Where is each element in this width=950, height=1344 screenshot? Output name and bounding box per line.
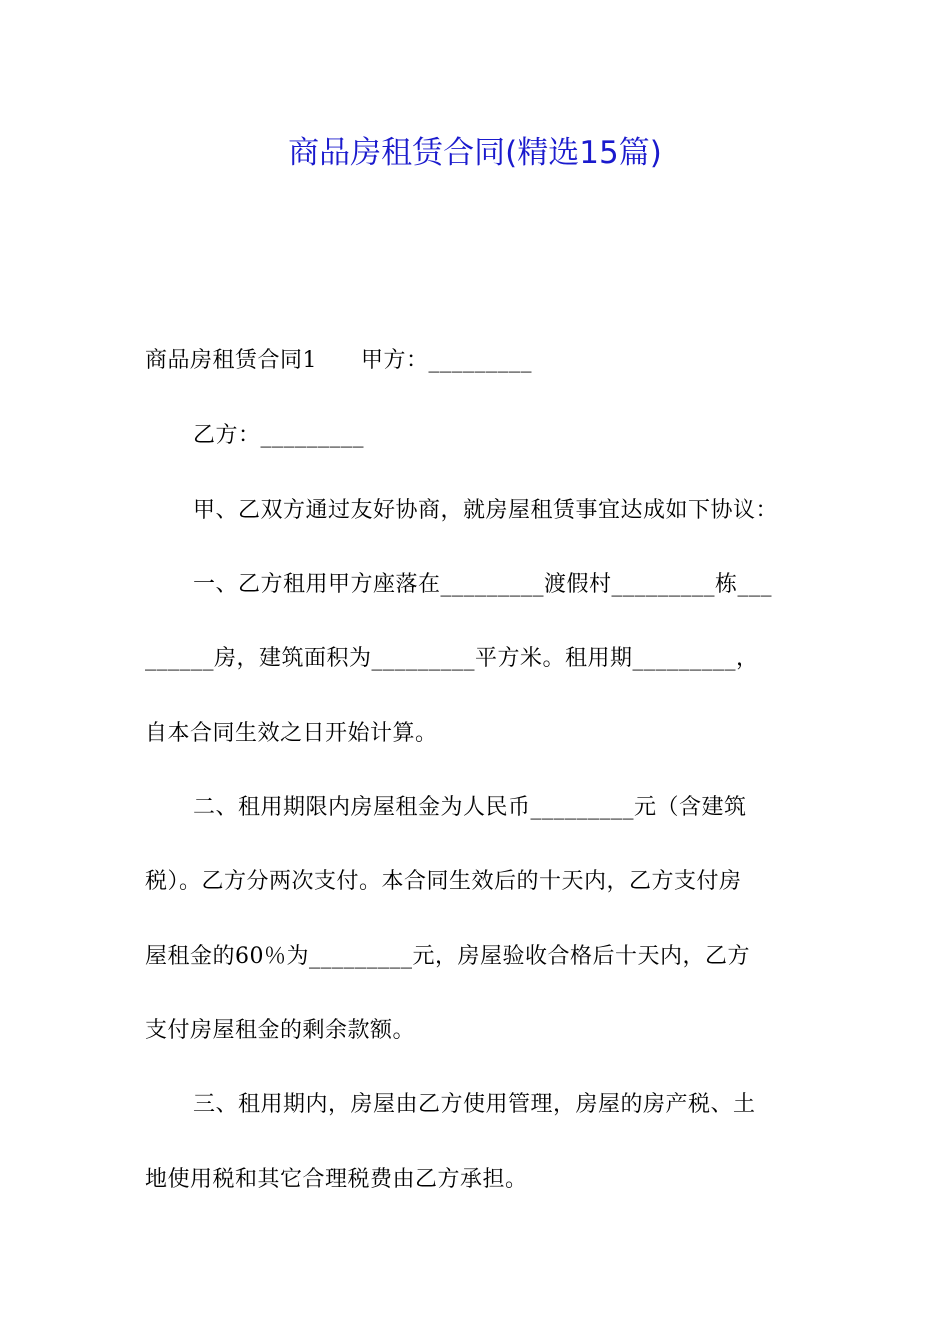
paragraph-line-header (145, 345, 810, 377)
party-a-field: 甲方：_________ (361, 348, 533, 373)
contract-number-label: 商品房租赁合同1 (145, 348, 317, 373)
paragraph-line: 屋租金的60％为_________元，房屋验收合格后十天内，乙方 (145, 944, 750, 969)
party-b-field: 乙方：_________ (193, 423, 365, 448)
paragraph-line: 二、租用期限内房屋租金为人民币_________元（含建筑 (193, 795, 747, 820)
paragraph-line: 地使用税和其它合理税费由乙方承担。 (145, 1167, 528, 1192)
paragraph-line: 支付房屋租金的剩余款额。 (145, 1018, 416, 1043)
paragraph-line: 甲、乙双方通过友好协商，就房屋租赁事宜达成如下协议： (193, 498, 779, 523)
paragraph-line: 税）。乙方分两次支付。本合同生效后的十天内，乙方支付房 (145, 869, 742, 894)
document-title: 商品房租赁合同(精选15篇) (288, 135, 662, 171)
paragraph-line: 自本合同生效之日开始计算。 (145, 721, 438, 746)
paragraph-line: ______房，建筑面积为_________平方米。租用期_________， (145, 646, 759, 671)
paragraph-line: 三、租用期内，房屋由乙方使用管理，房屋的房产税、土 (193, 1092, 756, 1117)
paragraph-line: 一、乙方租用甲方座落在_________渡假村_________栋___ (193, 572, 773, 597)
